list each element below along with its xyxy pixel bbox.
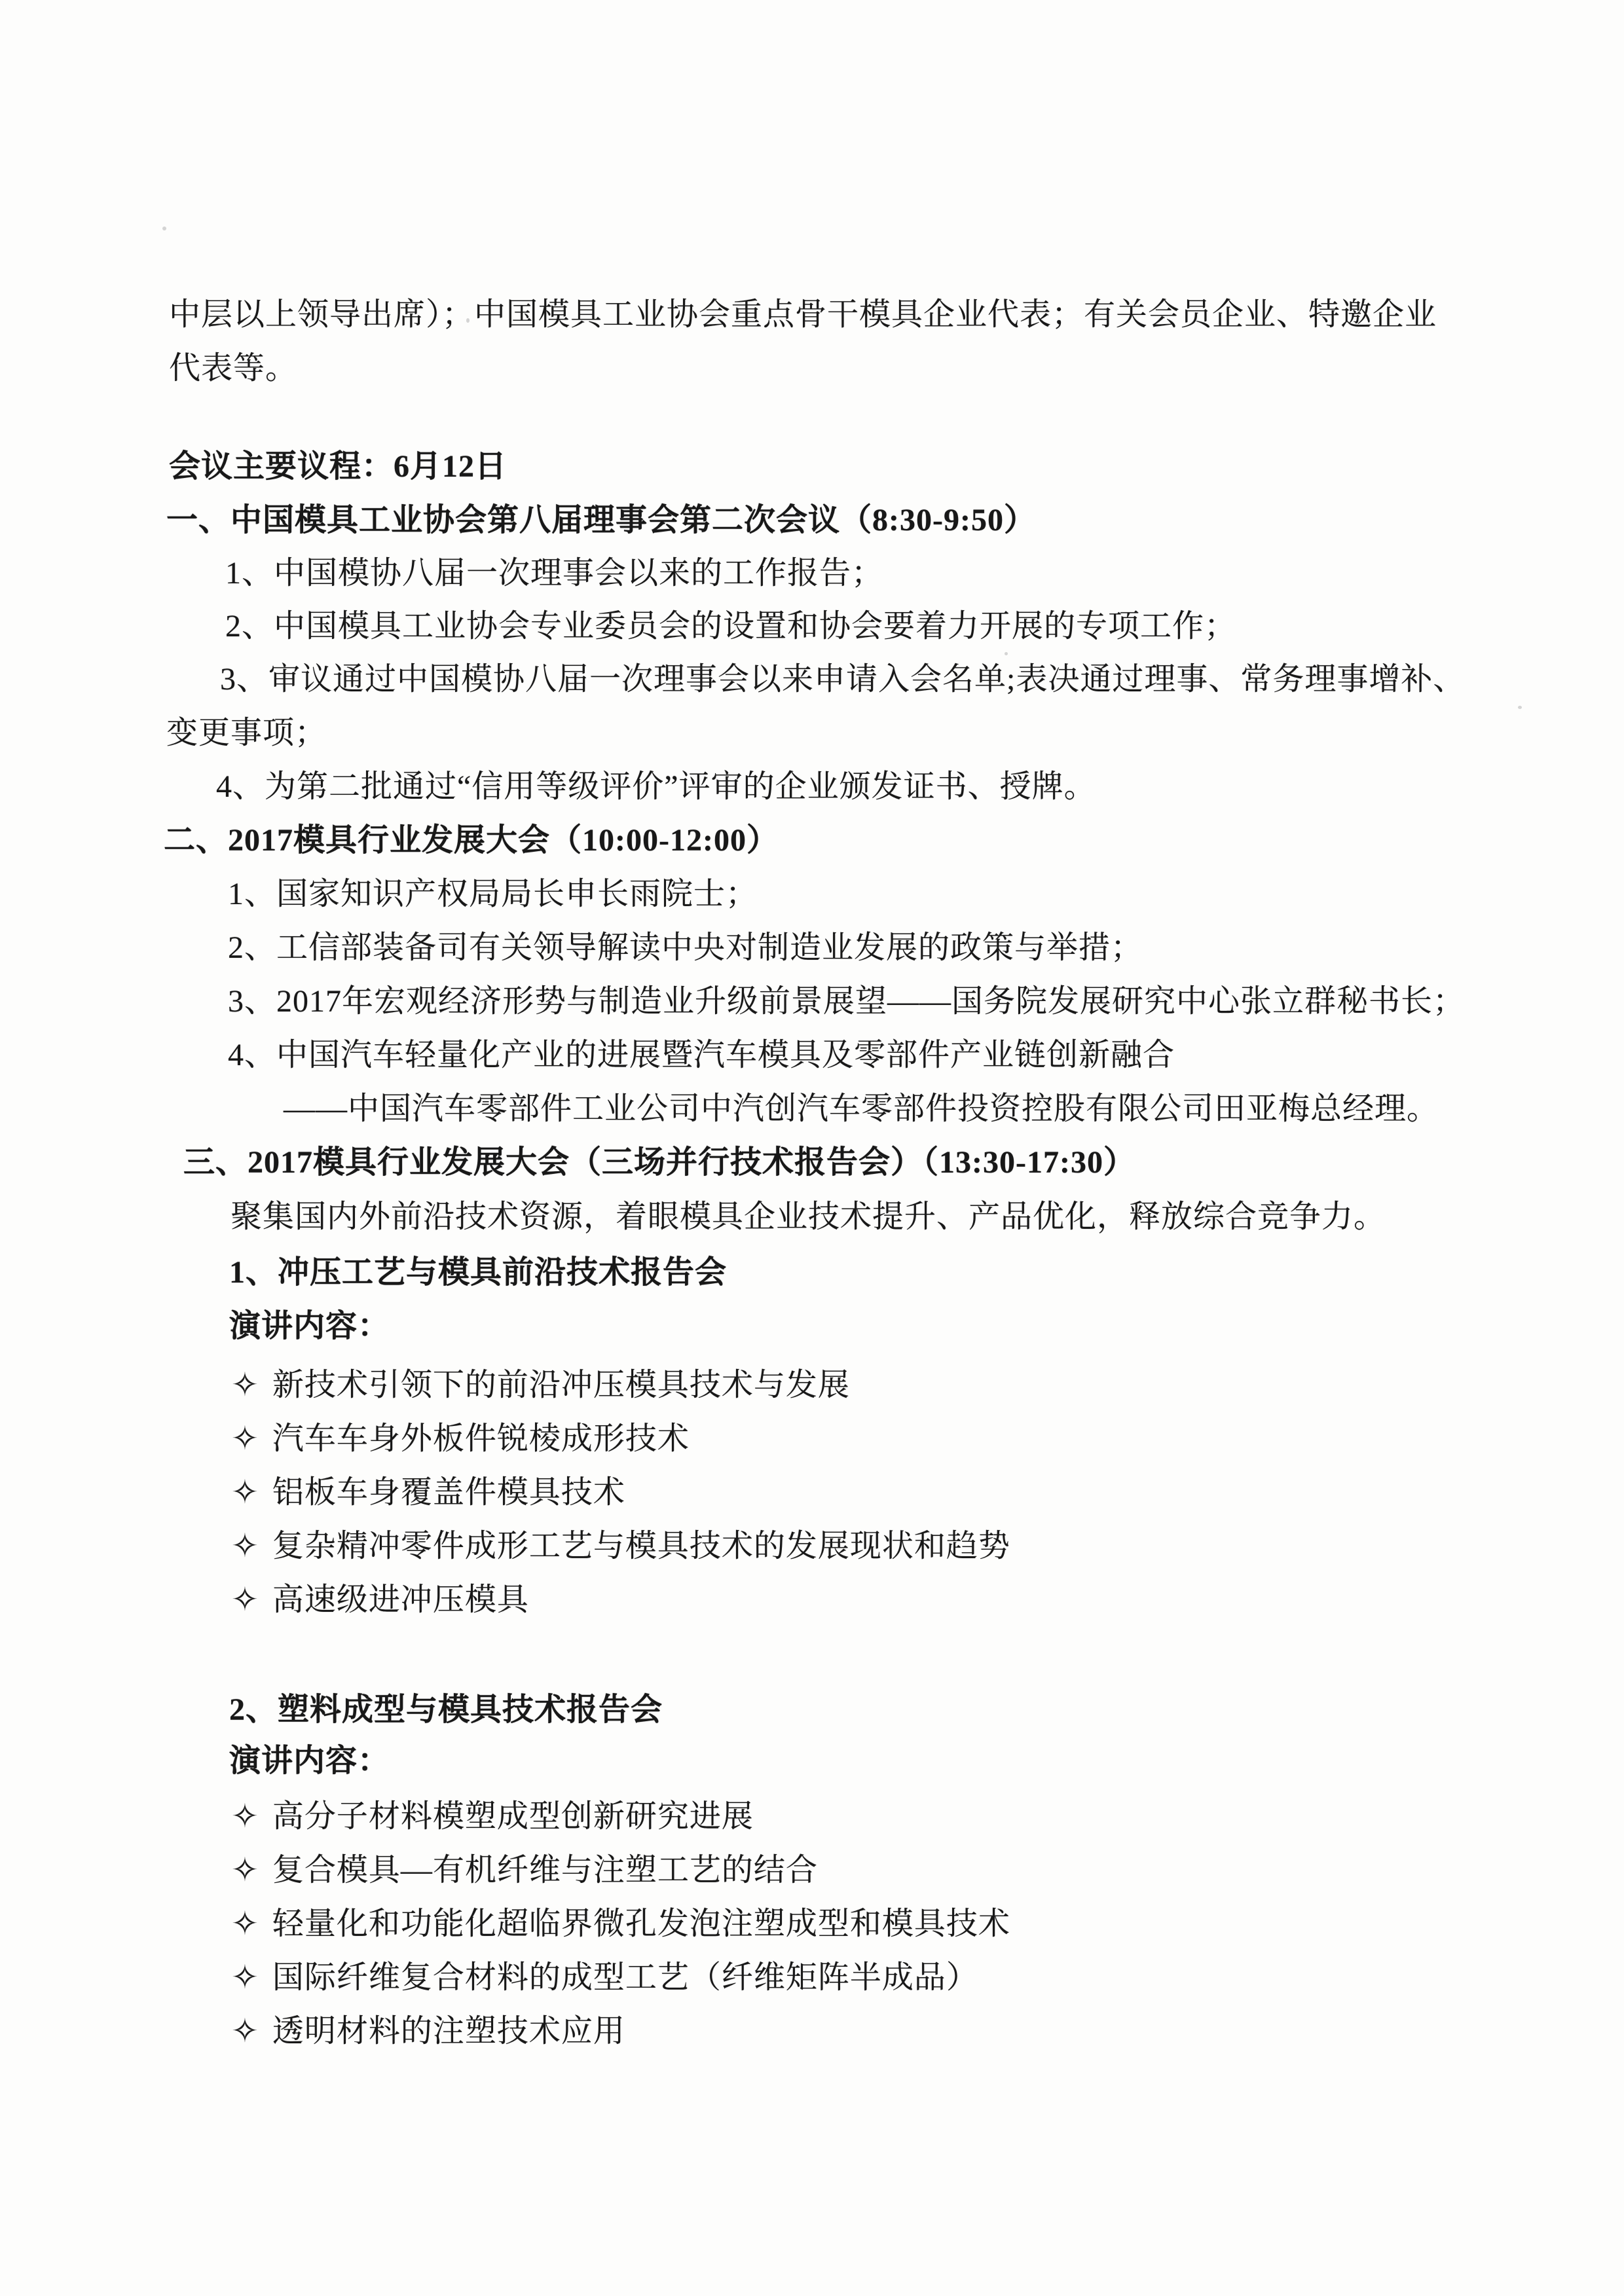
agenda-text-line: 3、2017年宏观经济形势与制造业升级前景展望——国务院发展研究中心张立群秘书长；: [228, 984, 1466, 1019]
agenda-bullet-item: [231, 2013, 625, 2049]
scan-speck: [1518, 706, 1522, 709]
agenda-heading-line: 演讲内容：: [229, 1309, 390, 1343]
diamond-bullet-icon: ✧: [231, 2013, 259, 2049]
diamond-bullet-icon: ✧: [231, 1905, 259, 1942]
diamond-bullet-icon: ✧: [231, 1851, 259, 1888]
agenda-bullet-item: [231, 1528, 1010, 1563]
agenda-bullet-item: [231, 1421, 690, 1456]
scan-speck: [162, 227, 166, 230]
bullet-item-text: 新技术引领下的前沿冲压模具技术与发展: [272, 1368, 850, 1402]
agenda-heading-line: 2、塑料成型与模具技术报告会: [229, 1692, 663, 1727]
bullet-item-text: 透明材料的注塑技术应用: [272, 2014, 625, 2049]
agenda-heading-line: 一、中国模具工业协会第八届理事会第二次会议（8:30-9:50）: [166, 503, 1036, 538]
agenda-text-line: 2、中国模具工业协会专业委员会的设置和协会要着力开展的专项工作；: [225, 609, 1237, 644]
agenda-bullet-item: [231, 1582, 529, 1617]
agenda-bullet-item: [231, 1474, 625, 1510]
agenda-text-line: 4、为第二批通过“信用等级评价”评审的企业颁发证书、授牌。: [216, 769, 1096, 804]
diamond-bullet-icon: ✧: [231, 1474, 259, 1510]
agenda-bullet-item: [231, 1959, 978, 1995]
agenda-text-line: 4、中国汽车轻量化产业的进展暨汽车模具及零部件产业链创新融合: [228, 1038, 1175, 1072]
bullet-item-text: 复合模具—有机纤维与注塑工艺的结合: [272, 1853, 818, 1887]
agenda-text-line: 代表等。: [169, 351, 298, 386]
agenda-text-line: 变更事项；: [166, 716, 327, 750]
agenda-heading-line: 三、2017模具行业发展大会（三场并行技术报告会）（13:30-17:30）: [183, 1145, 1135, 1180]
diamond-bullet-icon: ✧: [231, 1366, 259, 1403]
bullet-item-text: 高速级进冲压模具: [272, 1582, 529, 1617]
agenda-text-line: 1、国家知识产权局局长申长雨院士；: [228, 877, 758, 911]
diamond-bullet-icon: ✧: [231, 1527, 259, 1564]
agenda-bullet-item: [231, 1798, 754, 1834]
agenda-text-line: 中层以上领导出席）；中国模具工业协会重点骨干模具企业代表；有关会员企业、特邀企业: [169, 297, 1437, 332]
agenda-text-line: 1、中国模协八届一次理事会以来的工作报告；: [225, 556, 884, 591]
agenda-text-line: ——中国汽车零部件工业公司中汽创汽车零部件投资控股有限公司田亚梅总经理。: [284, 1091, 1439, 1126]
agenda-bullet-item: [231, 1906, 1010, 1941]
bullet-item-text: 高分子材料模塑成型创新研究进展: [272, 1799, 754, 1834]
agenda-text-line: 聚集国内外前沿技术资源，着眼模具企业技术提升、产品优化，释放综合竞争力。: [231, 1199, 1386, 1234]
scan-speck: [1005, 652, 1008, 655]
agenda-heading-line: 会议主要议程：6月12日: [169, 449, 507, 484]
agenda-heading-line: 二、2017模具行业发展大会（10:00-12:00）: [164, 823, 779, 858]
agenda-text-line: 2、工信部装备司有关领导解读中央对制造业发展的政策与举措；: [228, 930, 1143, 965]
agenda-bullet-item: [231, 1852, 818, 1887]
agenda-bullet-item: [231, 1367, 850, 1402]
bullet-item-text: 国际纤维复合材料的成型工艺（纤维矩阵半成品）: [272, 1960, 978, 1995]
bullet-item-text: 轻量化和功能化超临界微孔发泡注塑成型和模具技术: [272, 1906, 1010, 1941]
bullet-item-text: 汽车车身外板件锐棱成形技术: [272, 1421, 690, 1456]
agenda-heading-line: 演讲内容：: [229, 1743, 390, 1778]
diamond-bullet-icon: ✧: [231, 1581, 259, 1618]
diamond-bullet-icon: ✧: [231, 1959, 259, 1995]
diamond-bullet-icon: ✧: [231, 1420, 259, 1457]
agenda-heading-line: 1、冲压工艺与模具前沿技术报告会: [229, 1255, 728, 1290]
agenda-text-line: 3、审议通过中国模协八届一次理事会以来申请入会名单;表决通过理事、常务理事增补、: [220, 662, 1466, 697]
bullet-item-text: 复杂精冲零件成形工艺与模具技术的发展现状和趋势: [272, 1529, 1010, 1563]
bullet-item-text: 铝板车身覆盖件模具技术: [272, 1475, 625, 1510]
diamond-bullet-icon: ✧: [231, 1798, 259, 1834]
